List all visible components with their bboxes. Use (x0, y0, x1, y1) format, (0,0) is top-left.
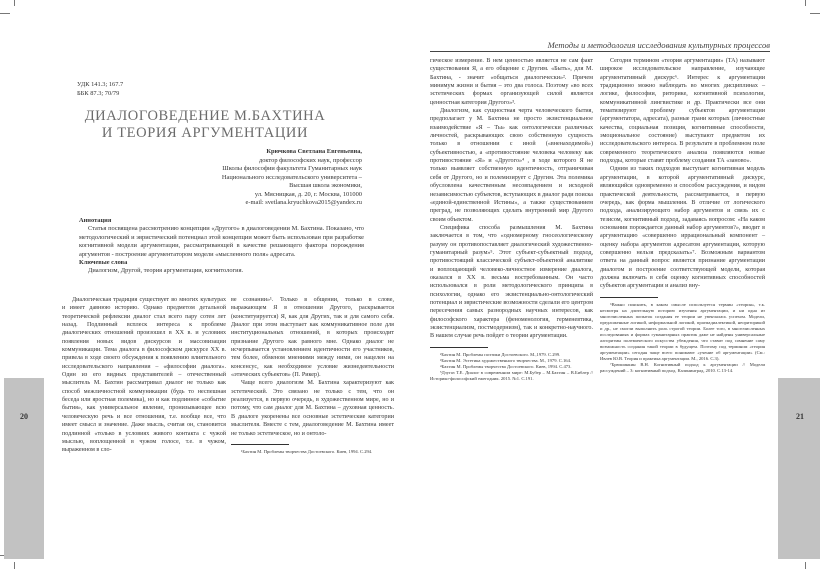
body-column-2 (231, 296, 394, 455)
footnote: ⁷Брюшинкин В.Н. Когнитивный подход к аргументации // Модели рассуждений – 3: когнитивный подход. Калининград, 2010. С.13-14. (600, 361, 765, 373)
paragraph: ве сознании»¹. Только в общении, только в слове, выражающем Я в отношении Другого, раскрывается (конституируется) Я, как для Других, так и для самого себя. Диалог при этом выступает как коммуникативное поле для институциональных отношений, в которых происходит признание Другого как равного мне. Однако диалог не исчерпывается установлением идентичности его участников, тем более, обменом мнениями между ними, он нацелен на консенсус, как необходимое условие жизнедеятельности «этических субъектов» (П. Рикер). (231, 297, 394, 379)
keywords-heading: Ключевые слова (79, 259, 128, 267)
footnote-rule (430, 347, 488, 348)
paragraph: Одним из таких подходов выступает когнитивная модель аргументации, в которой аргументативный дискурс, являющийся одновременно и способом рассуждения, и видом практической деятельности, рассматривается, в первую очередь, как форма мышления. В отличие от логического подхода, анализирующего набор аргументов и связь их с тезисом, когнитивный подход, задаваясь вопросом: «На каком основании порождается данный набор аргументов?», вводит в аргументацию «совершенно иррациональный компонент – оценку набора аргументов адресатом аргументации, которую совершенно нельзя предсказать»⁷. Возможным вариантом ответа на данный вопрос является признание аргументации диалогом и построение соответствующей модели, которая должна включать в себя оценку когнитивных способностей субъектов аргументации и анализ вну- (600, 166, 765, 290)
udk-code: УДК 141.3; 167.7 (77, 81, 124, 88)
author-name: Крючкова Светлана Евгеньевна, (266, 148, 362, 155)
page-number: 20 (20, 412, 28, 421)
page-number: 21 (796, 412, 804, 421)
paragraph: Специфика способа размышления М. Бахтина заключается в том, что «одномерному гносеологическому разуму он противопоставляет диалогический художественно-гуманитарный разум»⁵. Этот субъект-субъектный подход, противостоящий классической субъект-объектной аналитике и воплощающий человеко-личностное измерение диалога, оказался в XX в. весьма востребованным. Он часто использовался в роли методологического принципа в психологии, однако его экзистенциально-онтологический потенциал и эвристические возможности сделали его центром пересечения самых разнородных научных интересов, как философского характера (феноменология, герменевтика, экзистенциализм, постмодернизм), так и конкретно-научного. В нашем случае речь пойдет о теории аргументации. (430, 224, 593, 340)
abstract-block (79, 217, 364, 276)
body-column-2 (600, 57, 765, 374)
footnote: ¹Бахтин М. Проблемы творчества Достоевского. Киев, 1994. С.294. (241, 448, 373, 454)
footnote: ³Бахтин М. Эстетика художественного творчества. М., 1979. С.164. (440, 357, 572, 363)
author-email: e-mail: svetlana.kryuchkova2015@yandex.ru (245, 199, 362, 206)
bbk-code: ББК 87.3; 70/79 (77, 89, 120, 97)
paragraph: Диалогизм, как сущностная черта человеческого бытия, предполагает у М. Бахтина не просто экзистенциальное взаимодействие «Я – Ты» как онтологически различных личностей, раскрывающих свою собственную сущность только в отношении с иной («вненаходимой») субъективностью, а «противостояние человека человеку как противостояние «Я» и «Другого»⁴ , в ходе которого Я не только выявляет собственную идентичность, отграничивая себя от Другого, но и полемизирует с Другим. Эта полемика обусловлена качественным несовпадением и исходной независимостью субъектов, вступающих в диалог ради поиска «единой-единственной Истины», а также существованием преград, не позволяющих сделать внутренний мир Другого своим объектом. (430, 108, 593, 223)
title-line: ДИАЛОГОВЕДЕНИЕ М.БАХТИНА (84, 108, 326, 124)
body-column-1 (430, 57, 593, 382)
abstract-heading: Аннотация (79, 217, 112, 224)
abstract-text: Статья посвящена рассмотрению концепции «Другого» в диалоговедении М. Бахтина. Показано, что методологический и эвристический потенциал этой концепции может быть использован при разработке когнитивной модели аргументации, рассматривающей в качестве решающего фактора порождения аргументов - построение аргументатором модели «мысленного поля» адресата. (79, 225, 364, 258)
footnote: ⁵Дзугаз Т.Е. Диалог в современном мире: М.Бубер – М.Бахтин – В.Библер // Историко-философский ежегодник. 2015. №1. С.191. (430, 369, 593, 381)
footnote-rule (231, 444, 289, 445)
page-tab (778, 378, 820, 559)
author-line: доктор философских наук, профессор (258, 156, 362, 164)
right-page (410, 0, 820, 569)
body-column-1 (62, 296, 226, 455)
footnote: ⁶Важно пояснить, в каком смысле используется термин «теория», т.к. несмотря на длительную историю изучения аргументации, и ни одна из многочисленных попыток создания ее теории не увенчалась успехом. Модели, предложенные логикой, неформальной логикой, прагмадиалектикой, неориторикой и др., не смогли выполнить роль строгой теории. Более того, в многочисленных исследованиях и формах гуманитарных практик даже не найдены универсальные алгоритмы полемического искусства убеждения, что ставит под сомнение саму возможность создания такой теории в будущем. Поэтому под термином «теория аргументации» сегодня чаще всего понимают «учение об аргументации» (См.: Ивлев Ю.В. Теория и практика аргументации. М., 2016. С.3). (600, 301, 765, 361)
footnote-rule (600, 297, 658, 298)
paragraph: Сегодня термином «теория аргументации» (ТА) называют широкое исследовательское направление, изучающее аргументативный дискурс⁶. Интерес к аргументации традиционно можно наблюдать во многих дисциплинах – логике, философии, риторике, когнитивной психологии, коммуникативной лингвистике и др. Практически все они тематизируют проблему субъектов аргументации (аргументатора, адресата), разные грани которых (личностные качества, социальная позиция, когнитивные способности, эмоциональное состояние) выступают предметом их исследовательского интереса. В результате в проблемном поле современного теоретического анализа появляются новые подходы, которые ставят проблему создания ТА «заново». (600, 58, 765, 165)
author-line: Высшая школа экономики, (289, 182, 362, 189)
paragraph: Диалогическая традиция существует во многих культурах и имеет давнюю историю. Однако предметом детальной теоретической рефлексии диалог стал всего пару сотен лет назад. Подлинный всплеск интереса к проблеме диалогических отношений произошел в XX в. и условиях появления новых видов дискурсов и массовизации коммуникации. Тема диалога в философском дискурсе XX в. привела в ходе своего обсуждения к появлению влиятельного исследовательского направления – «философии диалога». Один из его видных представителей – отечественный мыслитель М. Бахтин рассматривал диалог не только как способ межличностной коммуникации (будь то неспешная беседа или яростная полемика), но и как подлинное «событие бытия», как универсальное явление, пронизывающее всю человеческую речь и все отношения, т.е. вообще все, что имеет смысл и значение. Даже мысль, считая он, становится подлинной «только в условиях живого контакта с чужой мыслью, воплощенной в чужом голосе, т.е. в чужом, выраженном в сло- (62, 297, 226, 454)
title-line: И ТЕОРИЯ АРГУМЕНТАЦИИ (101, 125, 309, 141)
paragraph: Чаще всего диалогизм М. Бахтина характеризуют как эстетический. Это связано не только с тем, что он реализуется, в первую очередь, в художественном мире, но и потому, что сам диалог для М. Бахтина – духовная ценность. В диалоге укоренены все основные эстетические категории мыслителя. Вместе с тем, диалоговедение М. Бахтина имеет не только эстетическое, но и онтоло- (231, 380, 394, 437)
author-block (222, 148, 362, 208)
keywords-text: Диалогизм, Другой, теория аргументации, когнитология. (88, 267, 244, 275)
classification-codes (77, 81, 123, 98)
paragraph: гическое измерение. В нем ценностью является не сам факт существования Я, а его общение с Другим. «Быть», для М. Бахтина, - значит «общаться диалогически»². Причем минимум жизни и бытия – это два голоса. Поэтому «во всех эстетических формах организующей силой является ценностная категория Другого»³. (430, 58, 593, 106)
footnote: ²Бахтин М. Проблемы поэтики Достоевского. М.,1979. С.299. (440, 351, 561, 357)
footnote: ⁴Бахтин М. Проблемы творчества Достоевского. Киев, 1994. С.473. (440, 363, 572, 369)
author-line: Школы философии факультета Гуманитарных наук (222, 165, 362, 172)
author-address: ул. Мясницкая, д. 20, г. Москва, 101000 (254, 190, 362, 198)
page-tab (4, 378, 44, 559)
author-line: Национального исследовательского университета – (221, 173, 362, 181)
running-head-rule (430, 51, 770, 52)
running-head: Методы и методология исследования культурных процессов (547, 40, 770, 50)
article-title (60, 108, 350, 142)
